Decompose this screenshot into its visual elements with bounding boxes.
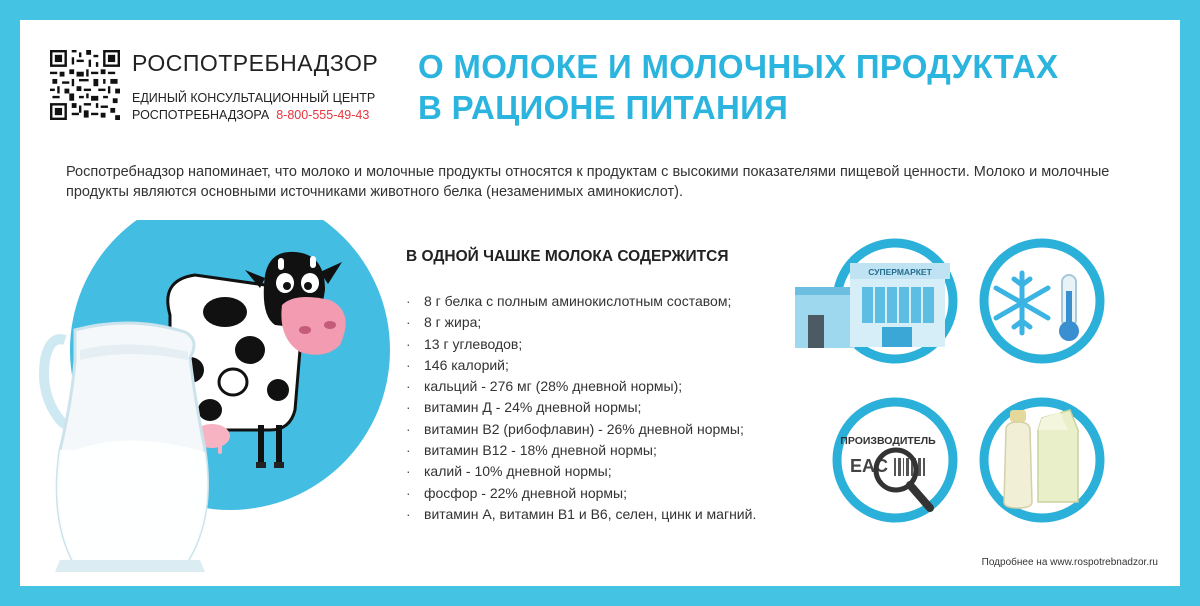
more-info-link[interactable]: Подробнее на www.rospotrebnadzor.ru [981, 557, 1158, 568]
list-item: · калий - 10% дневной нормы; [406, 461, 756, 482]
list-item: · витамин B12 - 18% дневной нормы; [406, 440, 756, 461]
intro-paragraph: Роспотребнадзор напоминает, что молоко и молочные продукты относятся к продуктам с высокими показателями пищевой ценности. Молоко и молочные продукты являются основными источниками животного белка (незаменимых аминокислот). [66, 164, 1110, 200]
qr-code-icon [50, 50, 120, 120]
org-contact [132, 90, 375, 124]
list-item: · витамин B2 (рибофлавин) - 26% дневной нормы; [406, 419, 756, 440]
list-item: · 146 калорий; [406, 355, 756, 376]
org-line1: ЕДИНЫЙ КОНСУЛЬТАЦИОННЫЙ ЦЕНТР [132, 91, 376, 105]
nutrient-list [406, 291, 756, 525]
magnifier-label-icon [810, 390, 960, 535]
list-item: · кальций - 276 мг (28% дневной нормы); [406, 376, 756, 397]
milk-bottle-carton-icon [970, 390, 1115, 535]
content-heading: В ОДНОЙ ЧАШКЕ МОЛОКА СОДЕРЖИТСЯ [406, 248, 729, 265]
list-item: · 8 г белка с полным аминокислотным составом; [406, 291, 756, 312]
list-item: · витамин А, витамин B1 и B6, селен, цинк и магний. [406, 504, 756, 525]
milk-jug-icon [44, 323, 208, 572]
hotline-phone: 8-800-555-49-43 [276, 108, 370, 122]
supermarket-icon [790, 235, 960, 365]
poster [20, 20, 1180, 586]
snowflake-thermometer-icon [972, 235, 1112, 365]
list-item: · витамин Д - 24% дневной нормы; [406, 397, 756, 418]
producer-label: ПРОИЗВОДИТЕЛЬ [840, 435, 936, 447]
org-name: РОСПОТРЕБНАДЗОР [132, 50, 379, 76]
org-line2: РОСПОТРЕБНАДЗОРА [132, 108, 270, 122]
page-title [418, 46, 1058, 128]
title-line-1: О МОЛОКЕ И МОЛОЧНЫХ ПРОДУКТАХ [418, 48, 1059, 85]
title-line-2: В РАЦИОНЕ ПИТАНИЯ [418, 89, 789, 126]
eac-mark: EAC [850, 456, 889, 476]
list-item: · 8 г жира; [406, 312, 756, 333]
list-item: · фосфор - 22% дневной нормы; [406, 483, 756, 504]
list-item: · 13 г углеводов; [406, 334, 756, 355]
supermarket-sign: СУПЕРМАРКЕТ [868, 267, 932, 277]
cow-milk-jug-illustration [20, 220, 390, 586]
